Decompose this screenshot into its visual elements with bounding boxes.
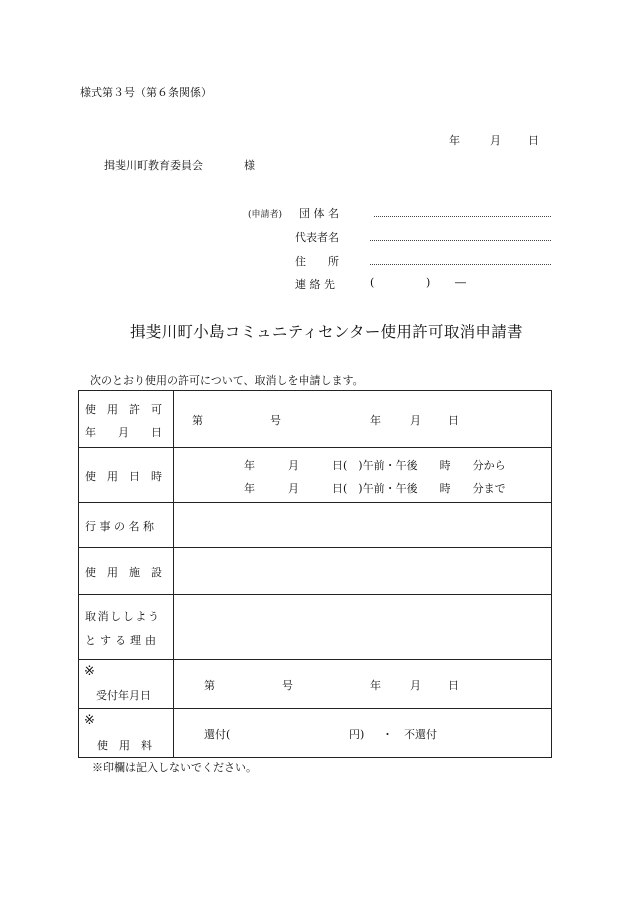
addressee: 揖斐川町教育委員会 bbox=[104, 159, 203, 172]
usage-from-line: 年 月 日( )午前・午後 時 分から bbox=[244, 459, 506, 472]
date-day: 日 bbox=[528, 134, 539, 147]
event-label: 行 事 の 名 称 bbox=[85, 520, 154, 533]
usage-label: 使 用 日 時 bbox=[85, 470, 162, 483]
reason-label-2: とする理由 bbox=[85, 634, 160, 647]
addressee-honorific: 様 bbox=[244, 159, 255, 172]
intro-text: 次のとおり使用の許可について、取消しを申請します。 bbox=[90, 374, 364, 387]
permit-row bbox=[79, 391, 552, 448]
facility-value[interactable] bbox=[174, 548, 552, 595]
received-day: 日 bbox=[448, 679, 459, 692]
document-title: 揖斐川町小島コミュニティセンター使用許可取消申請書 bbox=[130, 323, 523, 341]
reason-label-1: 取消ししよう bbox=[85, 610, 161, 623]
received-month: 月 bbox=[410, 679, 421, 692]
applicant-tag: (申請者) bbox=[248, 210, 283, 220]
usage-to-line: 年 月 日( )午前・午後 時 分まで bbox=[244, 482, 506, 495]
form-number: 様式第３号（第６条関係） bbox=[80, 86, 212, 99]
permit-label-1: 使 用 許 可 bbox=[85, 403, 162, 416]
representative-line[interactable] bbox=[370, 240, 551, 241]
received-dai: 第 bbox=[204, 679, 215, 692]
received-go: 号 bbox=[282, 679, 293, 692]
received-label: 受付年月日 bbox=[96, 689, 151, 702]
usage-row bbox=[79, 448, 552, 503]
fee-no-refund: 不還付 bbox=[404, 728, 437, 741]
reason-row bbox=[79, 595, 552, 660]
event-value[interactable] bbox=[174, 503, 552, 548]
facility-row bbox=[79, 548, 552, 595]
fee-row bbox=[79, 709, 552, 758]
reason-value[interactable] bbox=[174, 595, 552, 660]
permit-value[interactable] bbox=[174, 391, 552, 448]
fee-label: 使 用 料 bbox=[97, 739, 152, 752]
contact-label: 連 絡 先 bbox=[295, 278, 335, 291]
application-table bbox=[78, 390, 552, 758]
fee-mark: ※ bbox=[84, 713, 95, 728]
address-line[interactable] bbox=[370, 264, 551, 265]
received-mark: ※ bbox=[84, 664, 95, 679]
permit-label-2: 年 月 日 bbox=[85, 426, 162, 439]
representative-label: 代表者名 bbox=[295, 231, 339, 244]
fee-dot: ・ bbox=[382, 728, 393, 741]
permit-year: 年 bbox=[370, 414, 381, 427]
address-label: 住 所 bbox=[295, 255, 339, 268]
usage-value[interactable] bbox=[174, 448, 552, 503]
permit-month: 月 bbox=[410, 414, 421, 427]
fee-value[interactable] bbox=[174, 709, 552, 758]
org-name-label: 団 体 名 bbox=[299, 207, 339, 220]
footnote: ※印欄は記入しないでください。 bbox=[92, 761, 257, 774]
contact-dash: ― bbox=[455, 276, 466, 289]
permit-day: 日 bbox=[448, 414, 459, 427]
received-value[interactable] bbox=[174, 660, 552, 709]
org-name-line[interactable] bbox=[374, 216, 551, 217]
fee-yen: 円) bbox=[349, 728, 365, 741]
date-year: 年 bbox=[449, 134, 460, 147]
received-year: 年 bbox=[370, 679, 381, 692]
received-row bbox=[79, 660, 552, 709]
permit-go: 号 bbox=[270, 414, 281, 427]
date-month: 月 bbox=[490, 134, 501, 147]
contact-close-paren: ) bbox=[426, 276, 431, 289]
event-row bbox=[79, 503, 552, 548]
contact-open-paren: ( bbox=[370, 276, 375, 289]
facility-label: 使 用 施 設 bbox=[85, 566, 162, 579]
permit-dai: 第 bbox=[192, 414, 203, 427]
fee-refund: 還付( bbox=[204, 728, 231, 741]
